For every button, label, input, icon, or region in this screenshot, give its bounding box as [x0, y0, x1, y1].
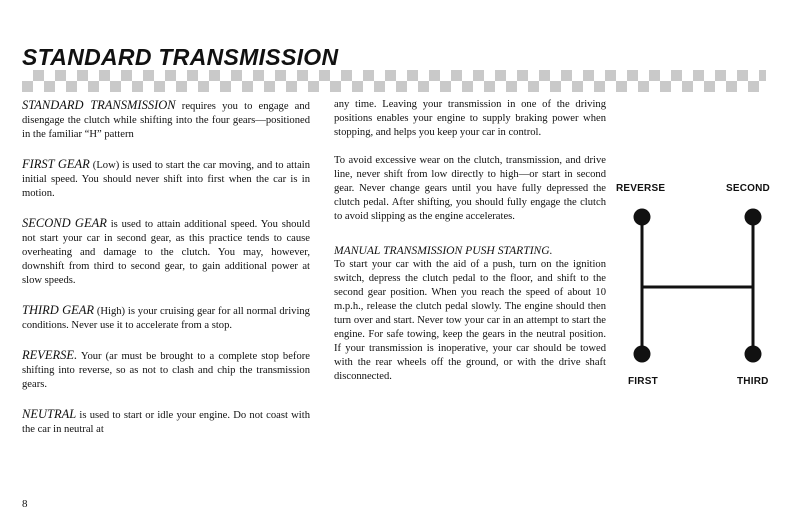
lead-standard-transmission: STANDARD TRANSMISSION: [22, 98, 176, 112]
paragraph-second-gear: [22, 216, 310, 288]
heading-push-starting: MANUAL TRANSMISSION PUSH STARTING.: [334, 244, 553, 257]
label-first: FIRST: [628, 376, 658, 387]
label-third: THIRD: [737, 376, 769, 387]
page-number: 8: [22, 498, 28, 510]
first-position-dot: [634, 346, 651, 363]
text-push-starting: To start your car with the aid of a push, turn on the ignition switch, depress the clutch pedal to the floor, and shift to the second gear position. When you reach the speed of about 10 m.p.h., release the clutch pedal slowly. The engine should then turn over and start. Never tow your car in an attempt to start the engine. For safe towing, keep the gears in the neutral position. If your transmission is inoperative, your car should be towed with the rear wheels off the ground, or with the drive shaft disconnected.: [334, 259, 606, 382]
checkered-banner: [22, 70, 766, 92]
second-position-dot: [745, 209, 762, 226]
lead-first-gear: FIRST GEAR: [22, 157, 90, 171]
third-position-dot: [745, 346, 762, 363]
paragraph-third-gear: [22, 303, 310, 333]
h-pattern-svg: [610, 180, 785, 395]
lead-neutral: NEUTRAL: [22, 407, 77, 421]
text-neutral: is used to start or idle your engine. Do not coast with the car in neutral at: [22, 410, 310, 435]
lead-third-gear: THIRD GEAR: [22, 303, 95, 317]
right-column: [334, 98, 606, 384]
paragraph-push-starting: [334, 244, 606, 384]
paragraph-continued: any time. Leaving your transmission in one of the driving positions enables your engine to supply braking power when stopping, and helps you keep your car in control.: [334, 99, 606, 138]
text-standard-transmission: requires you to engage and disengage the clutch while shifting into the four gears—positioned in the familiar “H” pattern: [22, 101, 310, 140]
paragraph-reverse: [22, 348, 310, 392]
text-third-gear: (High) is your cruising gear for all normal driving conditions. Never use it to accelerate from a stop.: [22, 306, 310, 331]
text-reverse: Your (ar must be brought to a complete stop before shifting into reverse, so as not to clash and chip the transmission gears.: [22, 351, 310, 390]
lead-reverse: REVERSE.: [22, 348, 78, 362]
paragraph-avoid-wear: To avoid excessive wear on the clutch, transmission, and drive line, never shift from low directly to high—or start in second gear. Never change gears until you have fully depressed the clutch pedal. After shifting, you should fully engage the clutch to avoid slipping as the engine accelerates.: [334, 155, 606, 222]
paragraph-standard-transmission: [22, 98, 310, 142]
text-first-gear: (Low) is used to start the car moving, and to attain initial speed. You should never shift into first when the car is in motion.: [22, 160, 311, 199]
left-column: [22, 98, 310, 452]
label-reverse: REVERSE: [616, 183, 666, 194]
page-title: STANDARD TRANSMISSION: [22, 44, 339, 70]
shift-pattern-diagram: [610, 180, 785, 395]
paragraph-neutral: [22, 407, 310, 437]
lead-second-gear: SECOND GEAR: [22, 216, 107, 230]
reverse-position-dot: [634, 209, 651, 226]
paragraph-first-gear: [22, 157, 310, 201]
text-second-gear: is used to attain additional speed. You should not start your car in second gear, as this practice tends to cause overheating and damage to the clutch. You may, however, downshift from third to second gear, to gain additional power at slow speeds.: [22, 219, 310, 286]
label-second: SECOND: [726, 183, 770, 194]
